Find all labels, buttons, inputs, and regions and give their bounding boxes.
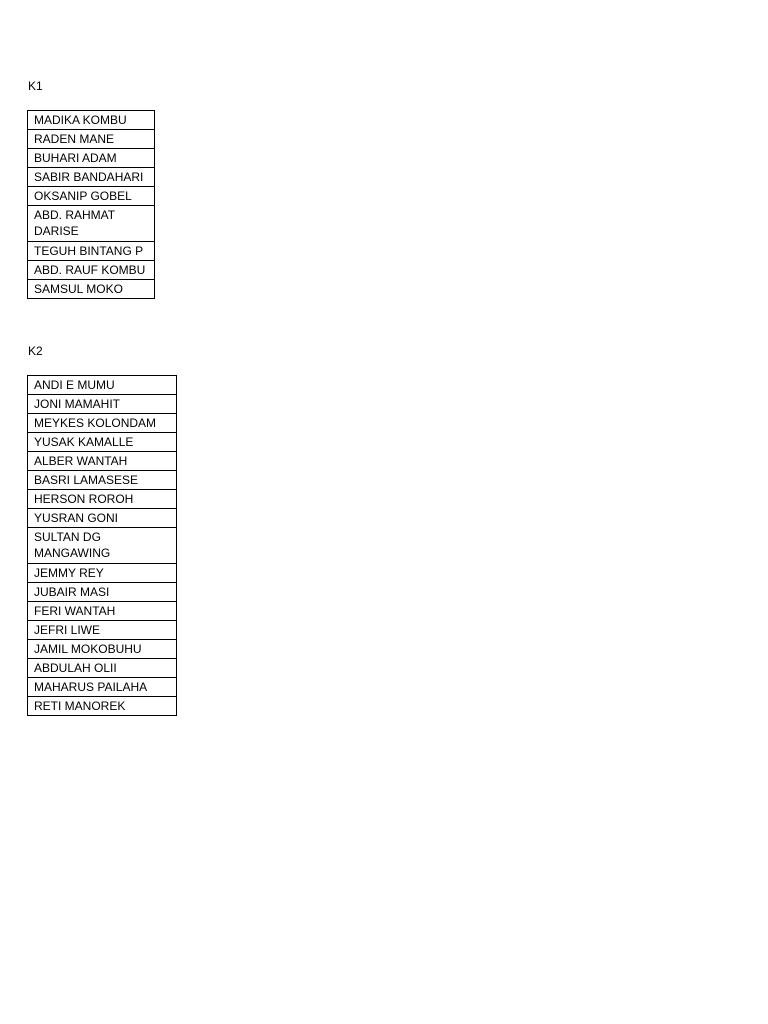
table-cell[interactable]: ALBER WANTAH bbox=[28, 452, 177, 471]
table-cell[interactable]: SAMSUL MOKO bbox=[28, 280, 155, 299]
table-row bbox=[28, 376, 177, 395]
table-cell[interactable]: MADIKA KOMBU bbox=[28, 111, 155, 130]
table-cell[interactable]: HERSON ROROH bbox=[28, 490, 177, 509]
table-cell[interactable]: FERI WANTAH bbox=[28, 602, 177, 621]
table-cell[interactable]: SULTAN DG MANGAWING bbox=[28, 528, 177, 564]
table-row bbox=[28, 111, 155, 130]
table-cell[interactable]: RADEN MANE bbox=[28, 130, 155, 149]
table-row bbox=[28, 130, 155, 149]
table-cell[interactable]: ABD. RAUF KOMBU bbox=[28, 261, 155, 280]
table-cell[interactable]: YUSAK KAMALLE bbox=[28, 433, 177, 452]
table-cell[interactable]: JEMMY REY bbox=[28, 564, 177, 583]
table-row bbox=[28, 414, 177, 433]
table-row bbox=[28, 640, 177, 659]
table-row bbox=[28, 509, 177, 528]
table-cell[interactable]: ABDULAH OLII bbox=[28, 659, 177, 678]
table-row bbox=[28, 602, 177, 621]
name-table-k2 bbox=[27, 375, 177, 716]
table-row bbox=[28, 149, 155, 168]
table-row bbox=[28, 187, 155, 206]
table-cell[interactable]: BUHARI ADAM bbox=[28, 149, 155, 168]
table-row bbox=[28, 564, 177, 583]
table-cell[interactable]: BASRI LAMASESE bbox=[28, 471, 177, 490]
table-row bbox=[28, 583, 177, 602]
table-cell[interactable]: RETI MANOREK bbox=[28, 697, 177, 716]
table-cell[interactable]: ABD. RAHMAT DARISE bbox=[28, 206, 155, 242]
table-row bbox=[28, 678, 177, 697]
table-cell[interactable]: ANDI E MUMU bbox=[28, 376, 177, 395]
table-cell[interactable]: JAMIL MOKOBUHU bbox=[28, 640, 177, 659]
table-row bbox=[28, 471, 177, 490]
table-cell[interactable]: TEGUH BINTANG P bbox=[28, 242, 155, 261]
table-cell[interactable]: JONI MAMAHIT bbox=[28, 395, 177, 414]
table-row bbox=[28, 697, 177, 716]
table-row bbox=[28, 528, 177, 564]
table-row bbox=[28, 280, 155, 299]
table-cell[interactable]: JUBAIR MASI bbox=[28, 583, 177, 602]
table-row bbox=[28, 659, 177, 678]
table-row bbox=[28, 490, 177, 509]
table-row bbox=[28, 242, 155, 261]
table-row bbox=[28, 261, 155, 280]
table-cell[interactable]: SABIR BANDAHARI bbox=[28, 168, 155, 187]
table-cell[interactable]: MEYKES KOLONDAM bbox=[28, 414, 177, 433]
table-cell[interactable]: MAHARUS PAILAHA bbox=[28, 678, 177, 697]
table-row bbox=[28, 621, 177, 640]
table-cell[interactable]: JEFRI LIWE bbox=[28, 621, 177, 640]
name-table-k1 bbox=[27, 110, 155, 299]
table-cell[interactable]: YUSRAN GONI bbox=[28, 509, 177, 528]
table-row bbox=[28, 206, 155, 242]
section-label-k1: K1 bbox=[28, 79, 43, 93]
table-row bbox=[28, 433, 177, 452]
table-row bbox=[28, 168, 155, 187]
table-row bbox=[28, 395, 177, 414]
section-label-k2: K2 bbox=[28, 344, 43, 358]
table-row bbox=[28, 452, 177, 471]
table-cell[interactable]: OKSANIP GOBEL bbox=[28, 187, 155, 206]
